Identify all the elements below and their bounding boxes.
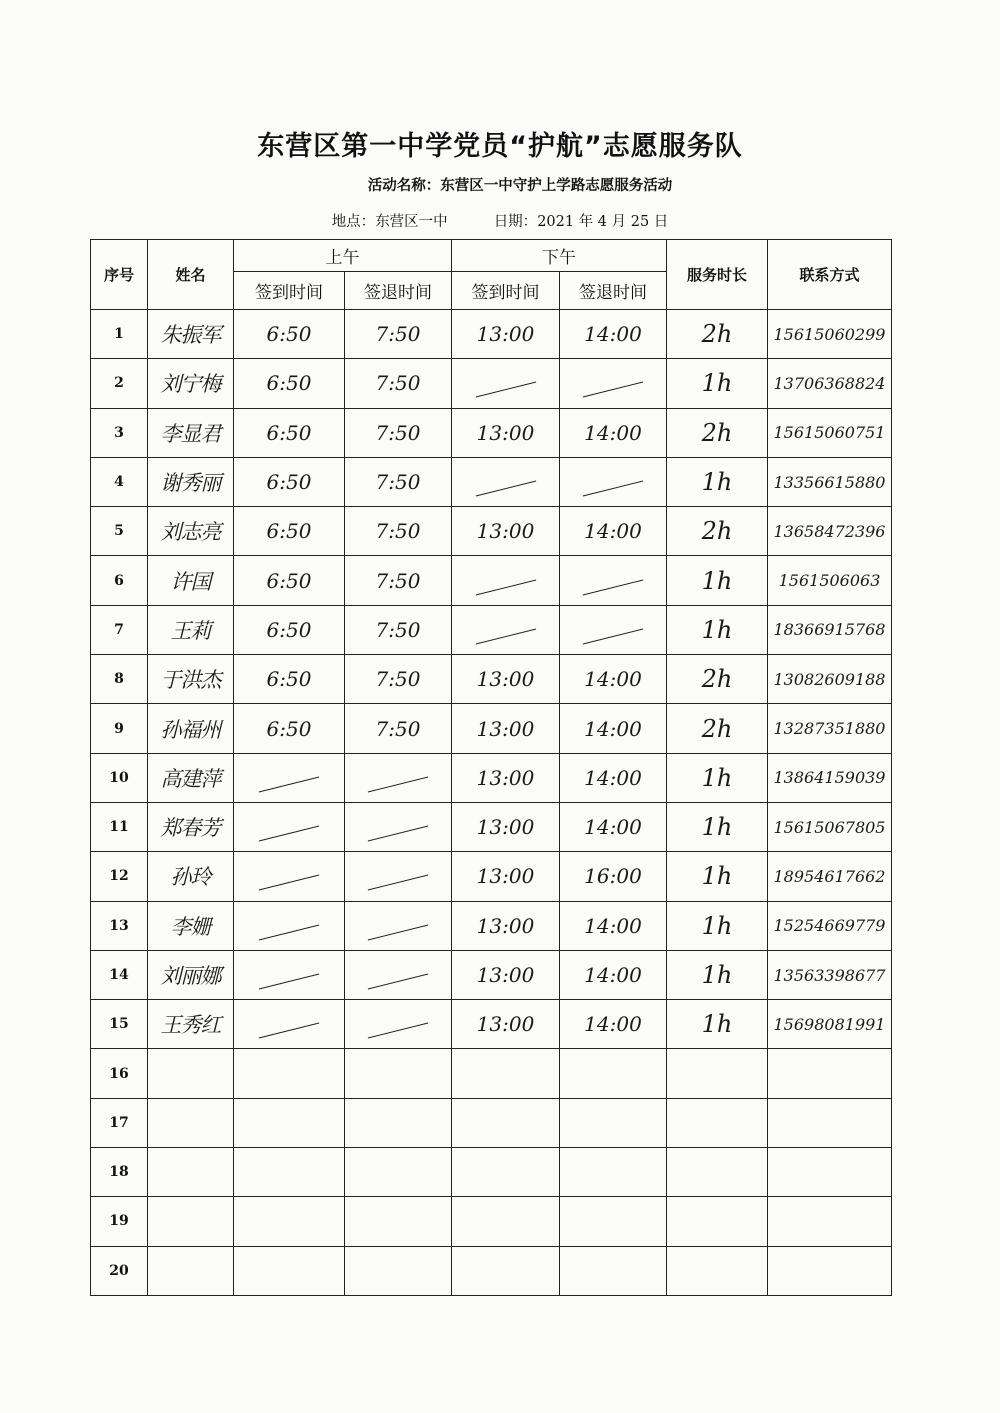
pm-check-in-cell: [452, 1246, 560, 1295]
handwritten-dash: [259, 875, 319, 891]
handwritten-dash: [475, 481, 535, 497]
table-row: [91, 359, 892, 408]
am-check-in-cell: [234, 1148, 345, 1197]
activity-name: 东营区一中守护上学路志愿服务活动: [440, 178, 673, 194]
table-row: [91, 1148, 892, 1197]
name-cell: 郑春芳: [148, 802, 234, 851]
duration-cell: 1h: [667, 901, 768, 950]
am-check-in-cell: [234, 1246, 345, 1295]
handwritten-dash: [583, 579, 643, 595]
name-cell: 李姗: [148, 901, 234, 950]
activity-line: [0, 174, 1000, 195]
pm-check-out-cell: 14:00: [560, 507, 667, 556]
duration-cell: 1h: [667, 605, 768, 654]
contact-cell: 13658472396: [768, 507, 892, 556]
name-cell: [148, 1197, 234, 1246]
am-check-in-cell: [234, 1049, 345, 1098]
table-row: [91, 753, 892, 802]
table-row: [91, 704, 892, 753]
pm-check-out-cell: [560, 1098, 667, 1147]
am-check-in-cell: 6:50: [234, 408, 345, 457]
handwritten-dash: [475, 382, 535, 398]
contact-cell: 15254669779: [768, 901, 892, 950]
contact-cell: 13287351880: [768, 704, 892, 753]
pm-check-out-cell: 14:00: [560, 950, 667, 999]
table-row: [91, 605, 892, 654]
am-check-out-cell: 7:50: [345, 408, 452, 457]
duration-cell: 1h: [667, 1000, 768, 1049]
am-check-in-cell: 6:50: [234, 655, 345, 704]
am-check-in-cell: [234, 753, 345, 802]
name-cell: 孙玲: [148, 852, 234, 901]
contact-cell: 18954617662: [768, 852, 892, 901]
table-row: [91, 901, 892, 950]
contact-cell: 1561506063: [768, 556, 892, 605]
am-check-in-cell: 6:50: [234, 605, 345, 654]
pm-check-in-cell: [452, 605, 560, 654]
am-check-out-cell: 7:50: [345, 605, 452, 654]
pm-check-in-cell: [452, 359, 560, 408]
table-row: [91, 852, 892, 901]
pm-check-out-cell: 14:00: [560, 655, 667, 704]
table-row: [91, 1049, 892, 1098]
name-cell: 于洪杰: [148, 655, 234, 704]
duration-cell: [667, 1148, 768, 1197]
seq-cell: 2: [91, 359, 148, 408]
name-cell: [148, 1148, 234, 1197]
seq-cell: 19: [91, 1197, 148, 1246]
col-am-check-out: 签退时间: [345, 272, 452, 310]
pm-check-out-cell: 14:00: [560, 901, 667, 950]
contact-cell: 13082609188: [768, 655, 892, 704]
duration-cell: 1h: [667, 556, 768, 605]
name-cell: [148, 1049, 234, 1098]
col-duration: 服务时长: [667, 240, 768, 310]
table-row: [91, 950, 892, 999]
name-cell: 刘志亮: [148, 507, 234, 556]
pm-check-in-cell: 13:00: [452, 950, 560, 999]
handwritten-dash: [368, 826, 428, 842]
seq-cell: 12: [91, 852, 148, 901]
am-check-out-cell: [345, 950, 452, 999]
am-check-out-cell: [345, 1197, 452, 1246]
am-check-in-cell: 6:50: [234, 556, 345, 605]
table-row: [91, 408, 892, 457]
location-value: 东营区一中: [375, 214, 448, 230]
pm-check-out-cell: 14:00: [560, 704, 667, 753]
name-cell: 高建萍: [148, 753, 234, 802]
pm-check-out-cell: [560, 1197, 667, 1246]
duration-cell: [667, 1197, 768, 1246]
am-check-out-cell: [345, 802, 452, 851]
location-label: 地点：: [331, 214, 376, 230]
am-check-out-cell: 7:50: [345, 310, 452, 359]
am-check-in-cell: [234, 1000, 345, 1049]
pm-check-out-cell: 14:00: [560, 1000, 667, 1049]
pm-check-out-cell: 16:00: [560, 852, 667, 901]
col-pm-check-out: 签退时间: [560, 272, 667, 310]
contact-cell: 13356615880: [768, 457, 892, 506]
col-contact: 联系方式: [768, 240, 892, 310]
seq-cell: 20: [91, 1246, 148, 1295]
pm-check-in-cell: [452, 1049, 560, 1098]
duration-cell: 1h: [667, 852, 768, 901]
am-check-in-cell: [234, 1098, 345, 1147]
name-cell: [148, 1098, 234, 1147]
col-am-check-in: 签到时间: [234, 272, 345, 310]
am-check-in-cell: [234, 950, 345, 999]
duration-cell: 2h: [667, 507, 768, 556]
pm-check-out-cell: 14:00: [560, 802, 667, 851]
date-label: 日期：: [493, 214, 538, 230]
signin-table: [90, 239, 892, 1296]
handwritten-dash: [368, 776, 428, 792]
pm-check-in-cell: 13:00: [452, 310, 560, 359]
am-check-out-cell: 7:50: [345, 359, 452, 408]
handwritten-dash: [259, 974, 319, 990]
seq-cell: 7: [91, 605, 148, 654]
am-check-out-cell: [345, 753, 452, 802]
am-check-in-cell: [234, 852, 345, 901]
name-cell: 许国: [148, 556, 234, 605]
table-row: [91, 1000, 892, 1049]
am-check-out-cell: [345, 1098, 452, 1147]
am-check-in-cell: 6:50: [234, 310, 345, 359]
seq-cell: 15: [91, 1000, 148, 1049]
col-morning: 上午: [234, 240, 452, 272]
am-check-in-cell: 6:50: [234, 457, 345, 506]
duration-cell: 1h: [667, 950, 768, 999]
pm-check-out-cell: [560, 1148, 667, 1197]
handwritten-dash: [368, 974, 428, 990]
seq-cell: 17: [91, 1098, 148, 1147]
duration-cell: [667, 1049, 768, 1098]
pm-check-in-cell: 13:00: [452, 704, 560, 753]
duration-cell: 2h: [667, 655, 768, 704]
handwritten-dash: [368, 924, 428, 940]
pm-check-in-cell: [452, 457, 560, 506]
am-check-in-cell: [234, 901, 345, 950]
seq-cell: 9: [91, 704, 148, 753]
duration-cell: 2h: [667, 704, 768, 753]
seq-cell: 14: [91, 950, 148, 999]
pm-check-out-cell: 14:00: [560, 408, 667, 457]
seq-cell: 16: [91, 1049, 148, 1098]
am-check-out-cell: 7:50: [345, 556, 452, 605]
handwritten-dash: [259, 826, 319, 842]
table-row: [91, 655, 892, 704]
col-afternoon: 下午: [452, 240, 667, 272]
duration-cell: [667, 1098, 768, 1147]
table-row: [91, 1246, 892, 1295]
duration-cell: 1h: [667, 359, 768, 408]
duration-cell: 1h: [667, 753, 768, 802]
contact-cell: 15615060751: [768, 408, 892, 457]
pm-check-out-cell: [560, 556, 667, 605]
am-check-out-cell: [345, 1049, 452, 1098]
contact-cell: 13563398677: [768, 950, 892, 999]
handwritten-dash: [259, 1023, 319, 1039]
contact-cell: 15698081991: [768, 1000, 892, 1049]
am-check-in-cell: 6:50: [234, 359, 345, 408]
location-date-line: [0, 210, 1000, 231]
contact-cell: 15615060299: [768, 310, 892, 359]
pm-check-in-cell: 13:00: [452, 655, 560, 704]
am-check-out-cell: [345, 901, 452, 950]
table-body: [91, 310, 892, 1296]
date-value: 2021 年 4 月 25 日: [537, 214, 669, 230]
name-cell: 李显君: [148, 408, 234, 457]
table-row: [91, 457, 892, 506]
activity-label: 活动名称：: [367, 178, 441, 194]
seq-cell: 1: [91, 310, 148, 359]
pm-check-out-cell: 14:00: [560, 753, 667, 802]
table-row: [91, 507, 892, 556]
col-seq: 序号: [91, 240, 148, 310]
contact-cell: [768, 1049, 892, 1098]
name-cell: 孙福州: [148, 704, 234, 753]
handwritten-dash: [368, 875, 428, 891]
table-row: [91, 310, 892, 359]
name-cell: [148, 1246, 234, 1295]
contact-cell: [768, 1197, 892, 1246]
pm-check-out-cell: [560, 457, 667, 506]
contact-cell: [768, 1148, 892, 1197]
pm-check-in-cell: [452, 556, 560, 605]
pm-check-in-cell: 13:00: [452, 753, 560, 802]
pm-check-out-cell: [560, 1049, 667, 1098]
duration-cell: [667, 1246, 768, 1295]
handwritten-dash: [259, 924, 319, 940]
pm-check-in-cell: 13:00: [452, 408, 560, 457]
name-cell: 朱振军: [148, 310, 234, 359]
duration-cell: 2h: [667, 310, 768, 359]
handwritten-dash: [583, 382, 643, 398]
am-check-out-cell: 7:50: [345, 507, 452, 556]
name-cell: 刘丽娜: [148, 950, 234, 999]
contact-cell: 15615067805: [768, 802, 892, 851]
duration-cell: 2h: [667, 408, 768, 457]
pm-check-in-cell: 13:00: [452, 1000, 560, 1049]
contact-cell: 13706368824: [768, 359, 892, 408]
pm-check-out-cell: [560, 605, 667, 654]
am-check-out-cell: [345, 1000, 452, 1049]
handwritten-dash: [475, 628, 535, 644]
pm-check-in-cell: 13:00: [452, 802, 560, 851]
duration-cell: 1h: [667, 457, 768, 506]
name-cell: 刘宁梅: [148, 359, 234, 408]
am-check-in-cell: 6:50: [234, 507, 345, 556]
table-row: [91, 1098, 892, 1147]
name-cell: 王秀红: [148, 1000, 234, 1049]
am-check-out-cell: [345, 852, 452, 901]
col-name: 姓名: [148, 240, 234, 310]
pm-check-out-cell: [560, 1246, 667, 1295]
seq-cell: 10: [91, 753, 148, 802]
seq-cell: 13: [91, 901, 148, 950]
duration-cell: 1h: [667, 802, 768, 851]
table-row: [91, 1197, 892, 1246]
pm-check-in-cell: 13:00: [452, 852, 560, 901]
am-check-out-cell: 7:50: [345, 655, 452, 704]
seq-cell: 6: [91, 556, 148, 605]
seq-cell: 5: [91, 507, 148, 556]
pm-check-in-cell: [452, 1197, 560, 1246]
handwritten-dash: [475, 579, 535, 595]
contact-cell: 13864159039: [768, 753, 892, 802]
seq-cell: 3: [91, 408, 148, 457]
am-check-out-cell: 7:50: [345, 704, 452, 753]
seq-cell: 11: [91, 802, 148, 851]
table-row: [91, 556, 892, 605]
handwritten-dash: [259, 776, 319, 792]
am-check-in-cell: 6:50: [234, 704, 345, 753]
am-check-out-cell: [345, 1246, 452, 1295]
pm-check-out-cell: 14:00: [560, 310, 667, 359]
am-check-in-cell: [234, 802, 345, 851]
contact-cell: [768, 1098, 892, 1147]
handwritten-dash: [368, 1023, 428, 1039]
pm-check-in-cell: 13:00: [452, 901, 560, 950]
pm-check-in-cell: [452, 1148, 560, 1197]
pm-check-out-cell: [560, 359, 667, 408]
pm-check-in-cell: [452, 1098, 560, 1147]
seq-cell: 4: [91, 457, 148, 506]
contact-cell: 18366915768: [768, 605, 892, 654]
seq-cell: 18: [91, 1148, 148, 1197]
col-pm-check-in: 签到时间: [452, 272, 560, 310]
am-check-in-cell: [234, 1197, 345, 1246]
name-cell: 谢秀丽: [148, 457, 234, 506]
table-row: [91, 802, 892, 851]
am-check-out-cell: [345, 1148, 452, 1197]
contact-cell: [768, 1246, 892, 1295]
handwritten-dash: [583, 481, 643, 497]
am-check-out-cell: 7:50: [345, 457, 452, 506]
pm-check-in-cell: 13:00: [452, 507, 560, 556]
seq-cell: 8: [91, 655, 148, 704]
name-cell: 王莉: [148, 605, 234, 654]
page-title: 东营区第一中学党员“护航”志愿服务队: [257, 131, 743, 162]
handwritten-dash: [583, 628, 643, 644]
